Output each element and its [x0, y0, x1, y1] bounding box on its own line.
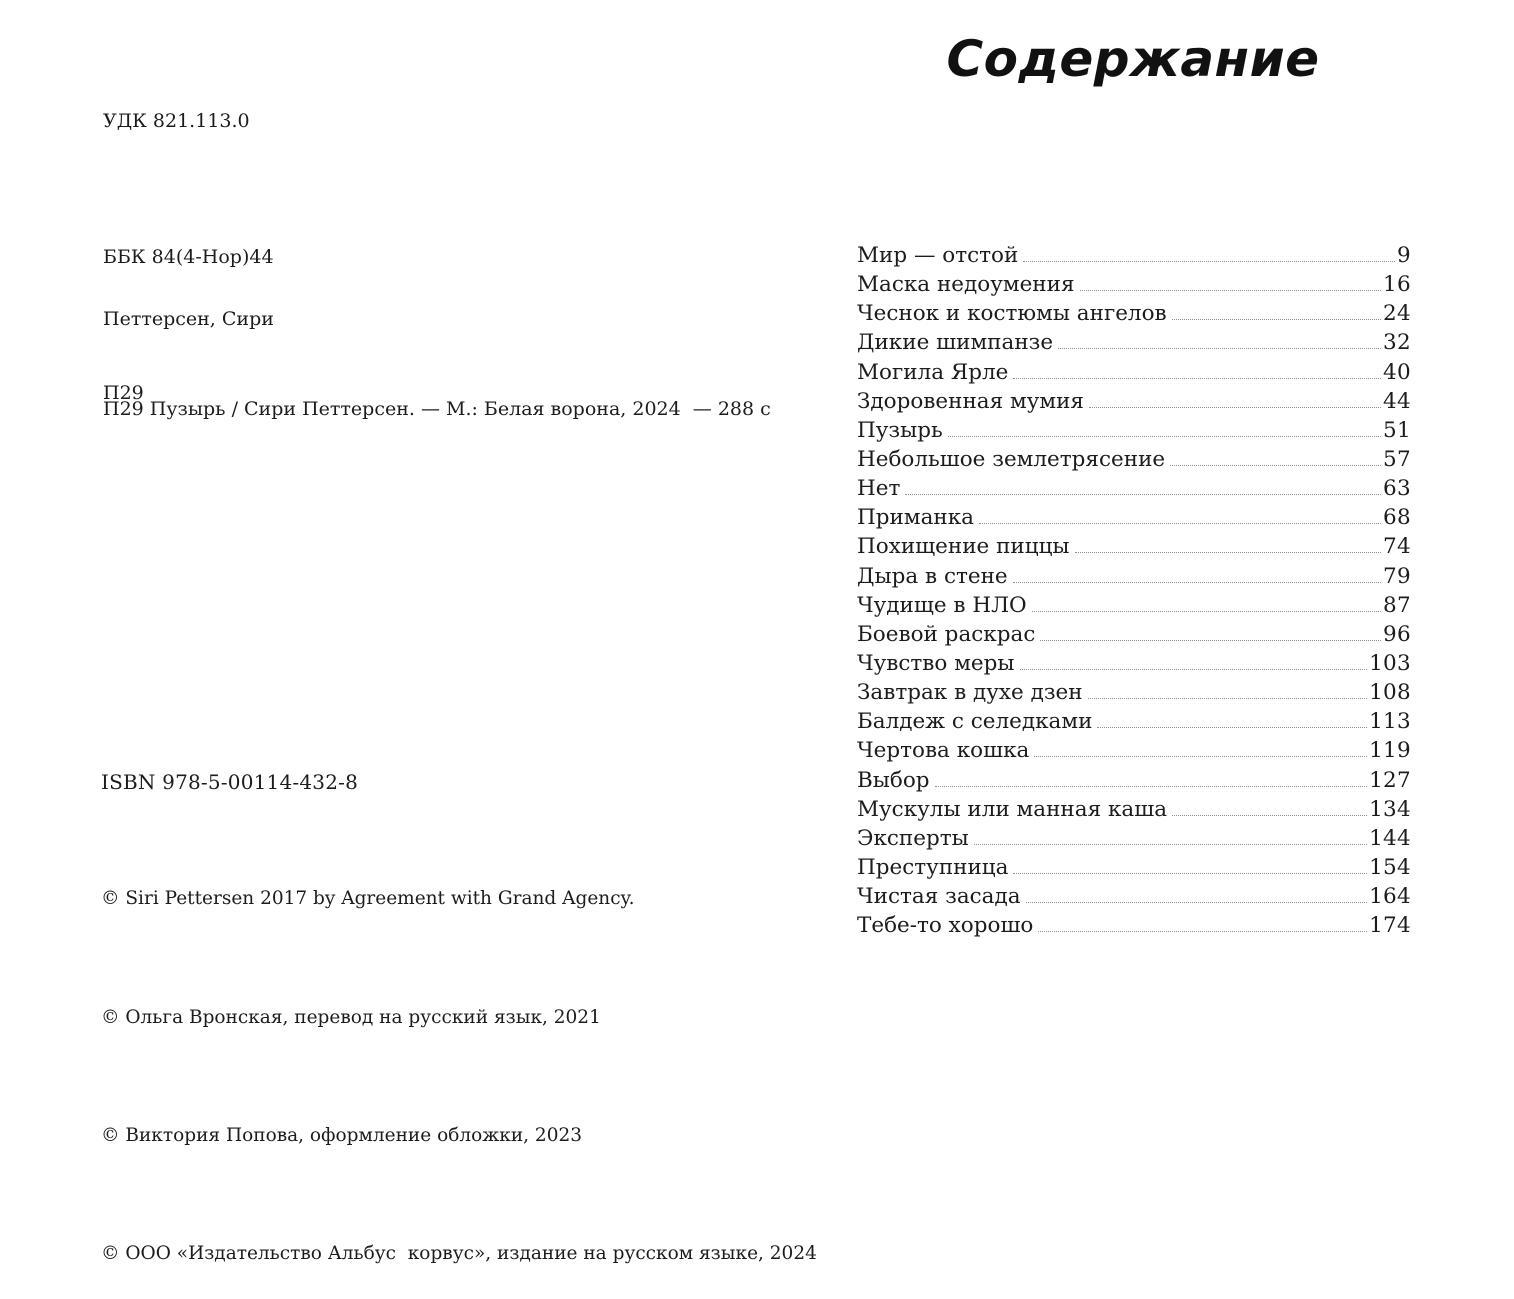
- toc-leader-dots: [1026, 902, 1368, 903]
- toc-row: [857, 243, 1411, 272]
- toc-entry-title: Выбор: [857, 767, 930, 793]
- toc-leader-dots: [1040, 640, 1381, 641]
- toc-leader-dots: [1013, 873, 1367, 874]
- toc-row: [857, 913, 1411, 942]
- toc-entry-page: 119: [1369, 738, 1411, 764]
- toc-row: [857, 476, 1411, 505]
- toc-row: [857, 418, 1411, 447]
- text-line: © Ольга Вронская, перевод на русский язык, 2021: [101, 1006, 601, 1028]
- toc-row: [857, 884, 1411, 913]
- toc-entry-title: Похищение пиццы: [857, 534, 1070, 560]
- toc-entry-title: Нет: [857, 476, 901, 502]
- text-line: П29: [103, 382, 144, 404]
- toc-entry-title: Чудище в НЛО: [857, 592, 1027, 618]
- toc-leader-dots: [948, 436, 1381, 437]
- toc-entry-title: Эксперты: [857, 825, 969, 851]
- toc-row: [857, 360, 1411, 389]
- toc-entry-title: Мир — отстой: [857, 243, 1019, 268]
- toc-leader-dots: [1038, 931, 1367, 932]
- toc-leader-dots: [1013, 378, 1381, 379]
- author-line: Петтерсен, Сири: [103, 308, 274, 330]
- toc-entry-page: 16: [1383, 272, 1411, 298]
- toc-entry-title: Здоровенная мумия: [857, 388, 1084, 414]
- toc-entry-page: 74: [1383, 534, 1411, 560]
- toc-leader-dots: [1034, 756, 1367, 757]
- toc-row: [857, 301, 1411, 330]
- toc-entry-page: 51: [1383, 417, 1411, 443]
- toc-row: [857, 651, 1411, 680]
- isbn-line: ISBN 978-5-00114-432-8: [101, 770, 359, 794]
- toc-row: [857, 855, 1411, 884]
- copyright-block: [101, 825, 817, 1299]
- toc-entry-page: 174: [1369, 913, 1411, 939]
- toc-row: [857, 709, 1411, 738]
- toc-list: [857, 243, 1411, 942]
- toc-leader-dots: [1097, 727, 1367, 728]
- toc-entry-page: 144: [1369, 825, 1411, 851]
- toc-entry-page: 87: [1383, 592, 1411, 618]
- toc-row: [857, 593, 1411, 622]
- toc-entry-title: Дыра в стене: [857, 563, 1008, 589]
- toc-leader-dots: [1013, 582, 1381, 583]
- toc-leader-dots: [974, 844, 1367, 845]
- text-line: УДК 821.113.0: [103, 110, 250, 132]
- toc-entry-page: 57: [1383, 446, 1411, 472]
- toc-entry-title: Чувство меры: [857, 650, 1015, 676]
- toc-entry-title: Завтрак в духе дзен: [857, 680, 1083, 706]
- toc-entry-title: Пузырь: [857, 417, 943, 443]
- toc-row: [857, 738, 1411, 767]
- toc-entry-page: 164: [1369, 884, 1411, 910]
- toc-entry-title: Чертова кошка: [857, 738, 1030, 764]
- toc-leader-dots: [1088, 698, 1367, 699]
- toc-entry-page: 32: [1383, 330, 1411, 356]
- toc-leader-dots: [1089, 407, 1381, 408]
- toc-row: [857, 534, 1411, 563]
- toc-entry-title: Тебе-то хорошо: [857, 913, 1034, 939]
- toc-entry-page: 63: [1383, 476, 1411, 502]
- toc-entry-page: 96: [1383, 621, 1411, 647]
- toc-entry-page: 113: [1369, 709, 1411, 735]
- toc-row: [857, 272, 1411, 301]
- toc-entry-title: Чеснок и костюмы ангелов: [857, 301, 1167, 327]
- toc-entry-page: 154: [1369, 854, 1411, 880]
- toc-entry-title: Небольшое землетрясение: [857, 446, 1166, 472]
- toc-row: [857, 505, 1411, 534]
- toc-entry-title: Чистая засада: [857, 884, 1021, 910]
- toc-entry-title: Могила Ярле: [857, 359, 1009, 385]
- toc-entry-title: Боевой раскрас: [857, 621, 1036, 647]
- toc-entry-title: Маска недоумения: [857, 272, 1075, 298]
- toc-row: [857, 768, 1411, 797]
- toc-row: [857, 680, 1411, 709]
- toc-leader-dots: [1058, 348, 1381, 349]
- toc-row: [857, 330, 1411, 359]
- toc-leader-dots: [1080, 290, 1382, 291]
- toc-entry-page: 68: [1383, 505, 1411, 531]
- toc-leader-dots: [1020, 669, 1368, 670]
- toc-row: [857, 564, 1411, 593]
- toc-leader-dots: [1172, 319, 1381, 320]
- toc-leader-dots: [1170, 465, 1381, 466]
- toc-leader-dots: [1172, 815, 1367, 816]
- toc-entry-title: Балдеж с селедками: [857, 709, 1093, 735]
- toc-entry-page: 40: [1383, 359, 1411, 385]
- toc-entry-page: 79: [1383, 563, 1411, 589]
- toc-leader-dots: [1032, 611, 1381, 612]
- toc-entry-title: Преступница: [857, 854, 1009, 880]
- toc-entry-page: 24: [1383, 301, 1411, 327]
- toc-row: [857, 447, 1411, 476]
- toc-leader-dots: [979, 523, 1381, 524]
- text-line: © Виктория Попова, оформление обложки, 2023: [101, 1124, 583, 1146]
- toc-leader-dots: [1023, 261, 1395, 262]
- toc-leader-dots: [1075, 552, 1382, 553]
- toc-entry-page: 9: [1397, 243, 1411, 268]
- toc-row: [857, 622, 1411, 651]
- text-line: © Siri Pettersen 2017 by Agreement with Grand Agency.: [101, 888, 635, 910]
- text-line: ББК 84(4-Нор)44: [103, 246, 274, 268]
- toc-leader-dots: [905, 494, 1381, 495]
- toc-entry-page: 108: [1369, 680, 1411, 706]
- toc-title: Содержание: [946, 30, 1320, 88]
- toc-entry-page: 134: [1369, 796, 1411, 822]
- text-line: © ООО «Издательство Альбус корвус», издание на русском языке, 2024: [101, 1243, 817, 1265]
- toc-row: [857, 826, 1411, 855]
- toc-row: [857, 389, 1411, 418]
- toc-entry-title: Мускулы или манная каша: [857, 796, 1168, 822]
- toc-entry-title: Дикие шимпанзе: [857, 330, 1054, 356]
- catalog-card-block: [103, 244, 771, 484]
- toc-entry-page: 44: [1383, 388, 1411, 414]
- toc-entry-page: 103: [1369, 650, 1411, 676]
- catalog-entry-line: П29 Пузырь / Сири Петтерсен. — М.: Белая ворона, 2024 — 288 с: [103, 398, 771, 420]
- toc-entry-title: Приманка: [857, 505, 974, 531]
- toc-leader-dots: [935, 786, 1368, 787]
- toc-entry-page: 127: [1369, 767, 1411, 793]
- toc-row: [857, 797, 1411, 826]
